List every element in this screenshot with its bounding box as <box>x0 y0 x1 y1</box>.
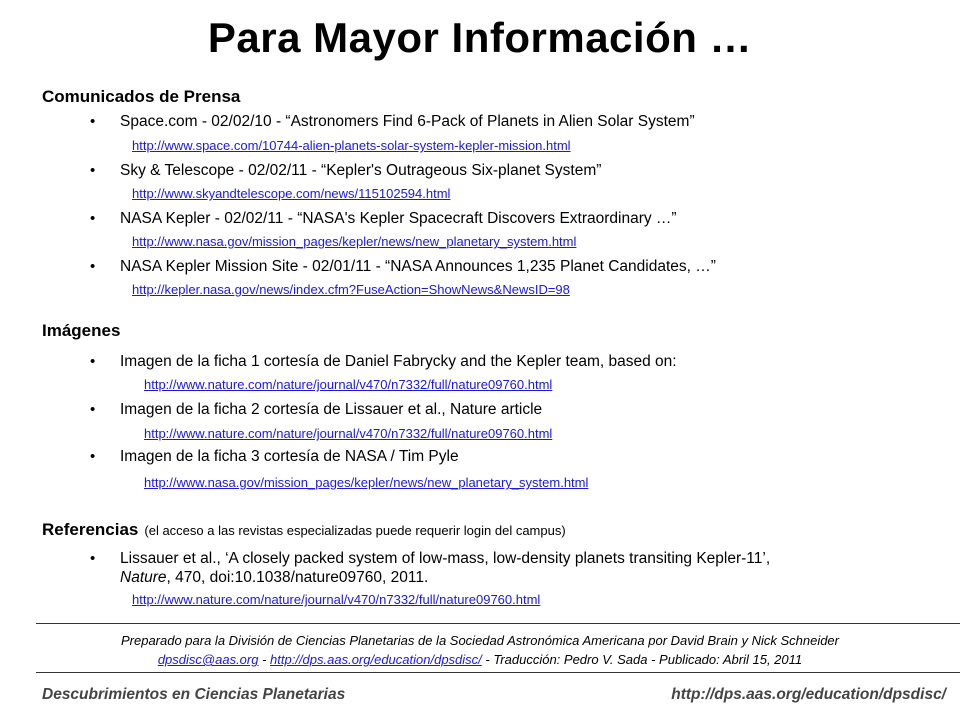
bullet: • <box>90 353 96 370</box>
image-item-3: Imagen de la ficha 3 cortesía de NASA / Tim Pyle <box>120 448 459 465</box>
bullet: • <box>90 210 96 227</box>
link-space[interactable]: http://www.space.com/10744-alien-planets-solar-system-kepler-mission.html <box>132 138 571 153</box>
press-heading: Comunicados de Prensa <box>42 87 241 106</box>
press-item-nasa-kepler: NASA Kepler - 02/02/11 - “NASA's Kepler Spacecraft Discovers Extraordinary …” <box>120 210 677 227</box>
bullet: • <box>90 113 96 130</box>
bullet: • <box>90 258 96 275</box>
press-item-kepler-site: NASA Kepler Mission Site - 02/01/11 - “NASA Announces 1,235 Planet Candidates, …” <box>120 258 716 275</box>
footer-translation: - Traducción: Pedro V. Sada - Publicado: Abril 15, 2011 <box>481 652 803 667</box>
page-title: Para Mayor Información … <box>207 14 753 61</box>
images-heading: Imágenes <box>42 321 121 340</box>
reference-text-part2: , 470, doi:10.1038/nature09760, 2011. <box>166 569 429 586</box>
footer-site-link[interactable]: http://dps.aas.org/education/dpsdisc/ <box>270 652 482 667</box>
link-image-3[interactable]: http://www.nasa.gov/mission_pages/kepler/news/new_planetary_system.html <box>144 475 589 490</box>
link-kepler-site[interactable]: http://kepler.nasa.gov/news/index.cfm?FuseAction=ShowNews&NewsID=98 <box>132 282 570 297</box>
reference-item <box>120 549 920 587</box>
link-nasa-kepler[interactable]: http://www.nasa.gov/mission_pages/kepler/news/new_planetary_system.html <box>132 234 577 249</box>
bottom-series-name: Descubrimientos en Ciencias Planetarias <box>42 686 346 703</box>
footer-links-line <box>0 650 960 669</box>
press-item-skytel: Sky & Telescope - 02/02/11 - “Kepler's Outrageous Six-planet System” <box>120 162 602 179</box>
image-item-1: Imagen de la ficha 1 cortesía de Daniel Fabrycky and the Kepler team, based on: <box>120 353 677 370</box>
footer-email-link[interactable]: dpsdisc@aas.org <box>157 652 259 667</box>
reference-journal: Nature <box>120 569 167 586</box>
references-heading <box>42 520 566 540</box>
bullet: • <box>90 401 96 418</box>
bottom-site-url: http://dps.aas.org/education/dpsdisc/ <box>671 686 946 703</box>
link-image-1[interactable]: http://www.nature.com/nature/journal/v470/n7332/full/nature09760.html <box>144 377 553 392</box>
bullet: • <box>90 448 96 465</box>
image-item-2: Imagen de la ficha 2 cortesía de Lissauer et al., Nature article <box>120 401 543 418</box>
link-image-2[interactable]: http://www.nature.com/nature/journal/v470/n7332/full/nature09760.html <box>144 426 553 441</box>
footer-credit-line: Preparado para la División de Ciencias Planetarias de la Sociedad Astronómica Americana por David Brain y Nick Schneider <box>120 633 839 648</box>
link-skytel[interactable]: http://www.skyandtelescope.com/news/115102594.html <box>132 186 451 201</box>
link-reference[interactable]: http://www.nature.com/nature/journal/v470/n7332/full/nature09760.html <box>132 592 541 607</box>
footer-divider-top <box>36 623 960 624</box>
references-title: Referencias <box>42 520 139 539</box>
references-note: (el acceso a las revistas especializadas puede requerir login del campus) <box>144 523 566 538</box>
bullet: • <box>90 162 96 179</box>
footer-divider-bottom <box>36 672 960 673</box>
press-item-space: Space.com - 02/02/10 - “Astronomers Find 6-Pack of Planets in Alien Solar System” <box>120 113 695 130</box>
bullet: • <box>90 550 96 567</box>
footer-separator: - <box>258 652 271 667</box>
footer-credit <box>0 631 960 669</box>
reference-text-part1: Lissauer et al., ‘A closely packed system of low-mass, low-density planets transiting Kepler-11’, <box>120 550 771 567</box>
